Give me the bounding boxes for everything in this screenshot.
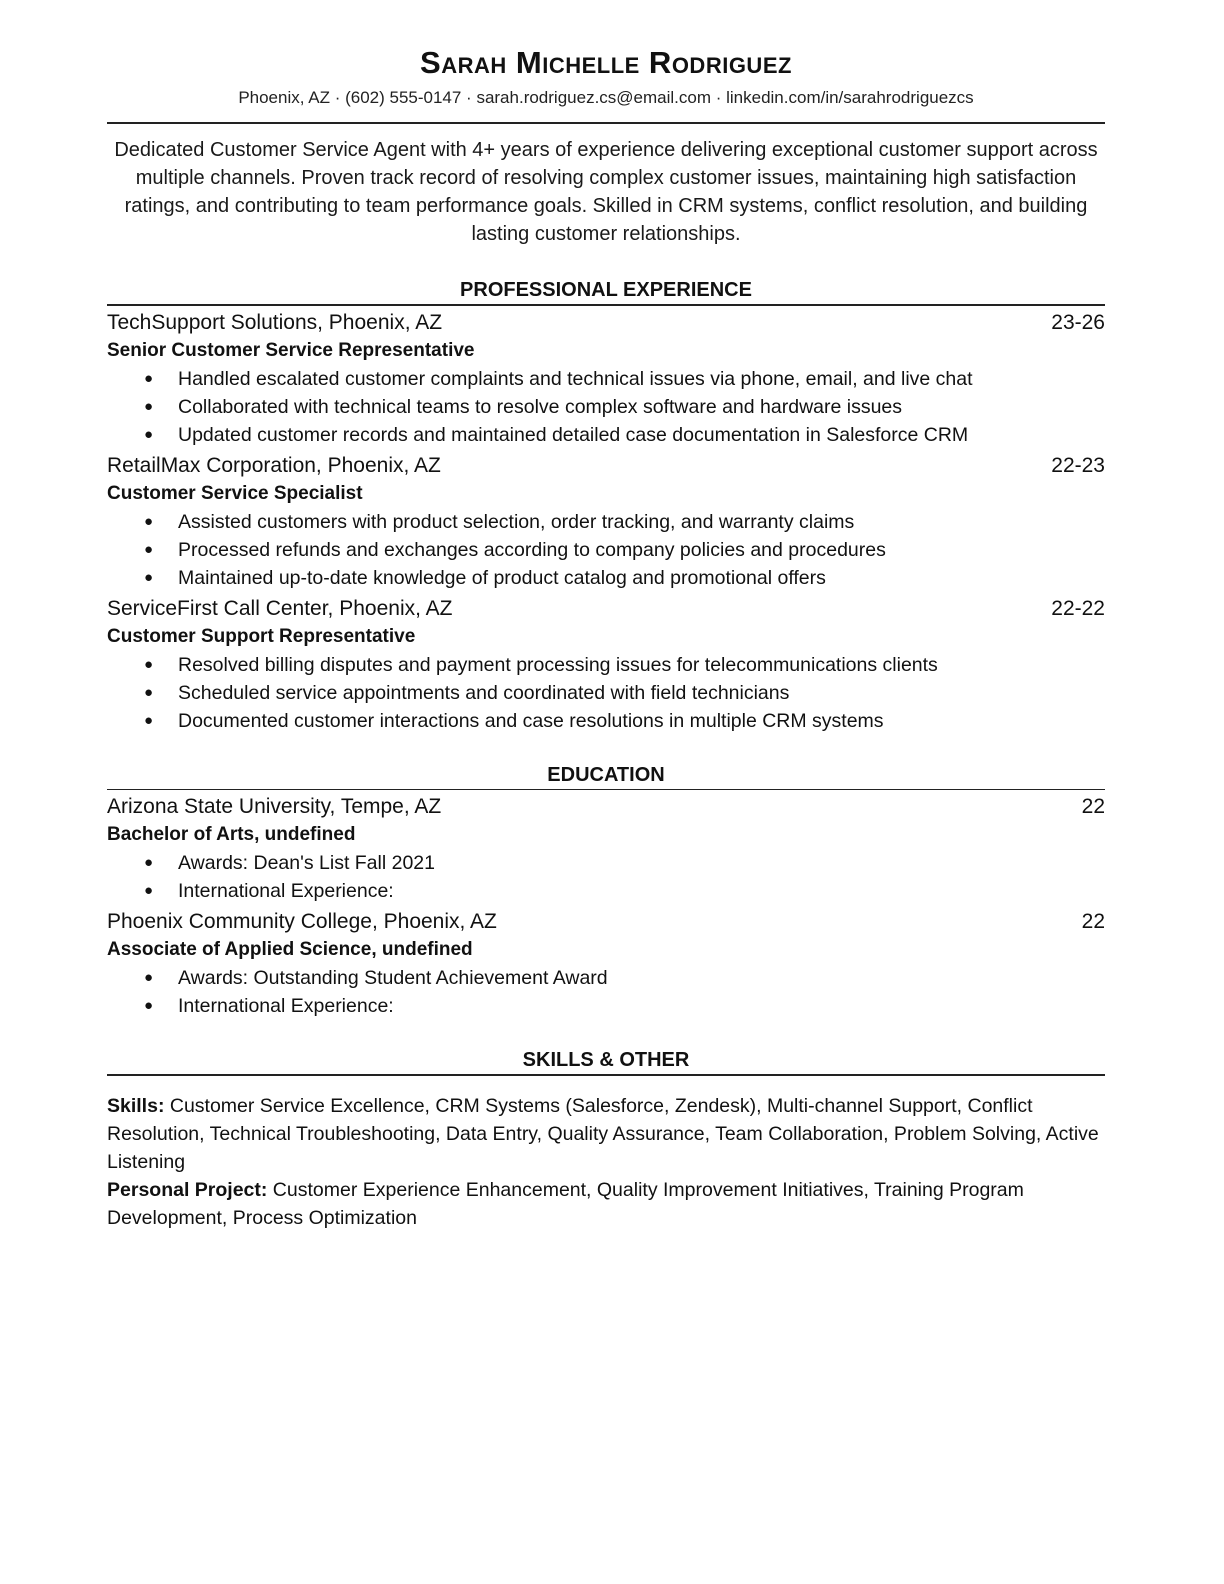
skills-section bbox=[107, 1047, 1105, 1232]
job-entry bbox=[107, 594, 1105, 735]
summary: Dedicated Customer Service Agent with 4+ years of experience delivering exceptional customer support across multiple channels. Proven track record of resolving complex customer issues, maintaining high satisfaction ratings, and contributing to team performance goals. Skilled in CRM systems, conflict resolution, and building lasting customer relationships. bbox=[114, 139, 1098, 245]
school-org: Phoenix Community College, Phoenix, AZ bbox=[107, 910, 497, 933]
bullet-icon: ● bbox=[144, 854, 154, 871]
job-entry bbox=[107, 451, 1105, 592]
project-text: Customer Experience Enhancement, Quality Improvement Initiatives, Training Program Development, Process Optimization bbox=[107, 1178, 1024, 1229]
section-divider bbox=[107, 789, 1105, 791]
bullet-icon: ● bbox=[144, 397, 154, 415]
resume-page bbox=[107, 0, 1105, 1232]
project-label: Personal Project: bbox=[107, 1178, 268, 1201]
skills-list bbox=[107, 1092, 1105, 1232]
skills-label: Skills: bbox=[107, 1094, 165, 1117]
school-dates: 22 bbox=[1081, 910, 1105, 933]
bullet-icon: ● bbox=[144, 882, 154, 899]
section-divider bbox=[107, 1074, 1105, 1076]
list-item: ● Processed refunds and exchanges according to company policies and procedures bbox=[107, 536, 1105, 564]
section-title: PROFESSIONAL EXPERIENCE bbox=[460, 279, 752, 301]
section-divider bbox=[107, 304, 1105, 306]
experience-section bbox=[107, 277, 1105, 735]
list-item: ● Assisted customers with product selection, order tracking, and warranty claims bbox=[107, 508, 1105, 536]
list-item: ● Updated customer records and maintained detailed case documentation in Salesforce CRM bbox=[107, 421, 1105, 449]
bullet-icon: ● bbox=[144, 711, 154, 729]
job-org: ServiceFirst Call Center, Phoenix, AZ bbox=[107, 596, 453, 620]
list-item: ● Handled escalated customer complaints and technical issues via phone, email, and live chat bbox=[107, 365, 1105, 393]
section-title: SKILLS & OTHER bbox=[522, 1049, 690, 1071]
candidate-name: Sarah Michelle Rodriguez bbox=[420, 45, 792, 80]
list-item: ● International Experience: bbox=[107, 992, 1105, 1020]
school-org: Arizona State University, Tempe, AZ bbox=[107, 795, 442, 818]
list-item: ● Awards: Outstanding Student Achievement Award bbox=[107, 964, 1105, 992]
school-entry bbox=[107, 907, 1105, 1020]
job-entry bbox=[107, 308, 1105, 449]
list-item: ● Scheduled service appointments and coordinated with field technicians bbox=[107, 679, 1105, 707]
bullet-icon: ● bbox=[144, 540, 154, 558]
bullet-icon: ● bbox=[144, 568, 154, 586]
bullet-icon: ● bbox=[144, 655, 154, 673]
list-item: ● International Experience: bbox=[107, 877, 1105, 905]
bullet-icon: ● bbox=[144, 683, 154, 701]
list-item: ● Awards: Dean's List Fall 2021 bbox=[107, 849, 1105, 877]
degree: Associate of Applied Science, undefined bbox=[107, 939, 473, 960]
skills-text: Customer Service Excellence, CRM Systems (Salesforce, Zendesk), Multi-channel Support, Conflict Resolution, Technical Troubleshooting, Data Entry, Quality Assurance, Team Collaboration, Problem Solving, Active Listening bbox=[107, 1094, 1099, 1173]
list-item: ● Maintained up-to-date knowledge of product catalog and promotional offers bbox=[107, 564, 1105, 592]
job-role: Senior Customer Service Representative bbox=[107, 339, 475, 361]
list-item: ● Documented customer interactions and case resolutions in multiple CRM systems bbox=[107, 707, 1105, 735]
job-role: Customer Service Specialist bbox=[107, 482, 363, 504]
school-dates: 22 bbox=[1081, 795, 1105, 818]
degree: Bachelor of Arts, undefined bbox=[107, 824, 356, 845]
school-entry bbox=[107, 792, 1105, 905]
contact-line: Phoenix, AZ · (602) 555-0147 · sarah.rodriguez.cs@email.com · linkedin.com/in/sarahrodriguezcs bbox=[238, 88, 974, 107]
bullet-icon: ● bbox=[144, 512, 154, 530]
job-org: RetailMax Corporation, Phoenix, AZ bbox=[107, 453, 441, 477]
job-dates: 22-22 bbox=[1051, 596, 1105, 620]
bullet-icon: ● bbox=[144, 369, 154, 387]
education-section bbox=[107, 762, 1105, 1021]
bullet-icon: ● bbox=[144, 969, 154, 986]
job-org: TechSupport Solutions, Phoenix, AZ bbox=[107, 310, 443, 334]
header-divider bbox=[107, 122, 1105, 124]
job-dates: 23-26 bbox=[1051, 310, 1105, 334]
section-title: EDUCATION bbox=[547, 763, 665, 786]
project-line bbox=[107, 1176, 1105, 1232]
bullet-icon: ● bbox=[144, 425, 154, 443]
bullet-icon: ● bbox=[144, 997, 154, 1014]
job-role: Customer Support Representative bbox=[107, 625, 416, 647]
job-dates: 22-23 bbox=[1051, 453, 1105, 477]
list-item: ● Collaborated with technical teams to resolve complex software and hardware issues bbox=[107, 393, 1105, 421]
skills-line bbox=[107, 1092, 1105, 1176]
list-item: ● Resolved billing disputes and payment processing issues for telecommunications clients bbox=[107, 651, 1105, 679]
